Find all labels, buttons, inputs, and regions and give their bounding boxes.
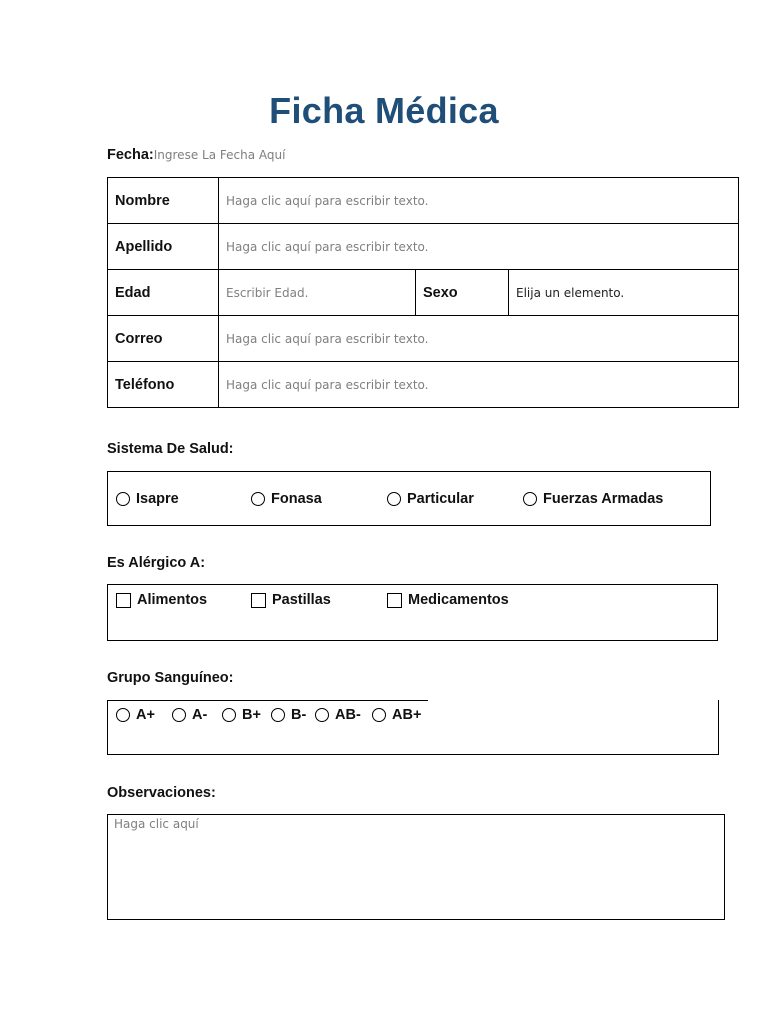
option-label: B+ [242, 707, 261, 723]
option-label: A- [192, 707, 208, 723]
edad-field[interactable] [219, 270, 416, 316]
sexo-label: Sexo [416, 270, 509, 316]
option-label: Isapre [136, 490, 179, 507]
option-fonasa[interactable] [251, 472, 322, 525]
option-b-neg[interactable] [271, 701, 306, 729]
table-row [108, 270, 739, 316]
telefono-field[interactable] [219, 362, 739, 408]
observaciones-placeholder: Haga clic aquí [114, 817, 199, 831]
option-label: Fuerzas Armadas [543, 490, 664, 507]
correo-label: Correo [108, 316, 219, 362]
sexo-dropdown[interactable] [509, 270, 739, 316]
fecha-row [107, 147, 285, 163]
sexo-value: Elija un elemento. [516, 285, 625, 300]
page-title: Ficha Médica [269, 90, 499, 131]
radio-icon [116, 492, 130, 506]
apellido-label: Apellido [108, 224, 219, 270]
radio-icon [251, 492, 265, 506]
apellido-field[interactable] [219, 224, 739, 270]
observaciones-field[interactable] [107, 814, 725, 920]
radio-icon [523, 492, 537, 506]
option-label: Particular [407, 490, 474, 507]
option-label: AB+ [392, 707, 422, 723]
checkbox-icon [251, 593, 266, 608]
option-label: A+ [136, 707, 155, 723]
radio-icon [116, 708, 130, 722]
edad-placeholder: Escribir Edad. [226, 285, 309, 300]
telefono-label: Teléfono [108, 362, 219, 408]
option-ab-pos[interactable] [372, 701, 421, 729]
sistema-salud-box [107, 471, 711, 526]
correo-field[interactable] [219, 316, 739, 362]
edad-label: Edad [108, 270, 219, 316]
option-particular[interactable] [387, 472, 474, 525]
option-label: Pastillas [272, 592, 331, 608]
radio-icon [172, 708, 186, 722]
checkbox-icon [387, 593, 402, 608]
option-ab-neg[interactable] [315, 701, 361, 729]
telefono-placeholder: Haga clic aquí para escribir texto. [226, 377, 429, 392]
option-label: Alimentos [137, 592, 208, 608]
option-b-pos[interactable] [222, 701, 261, 729]
option-label: Fonasa [271, 490, 322, 507]
option-fuerzas-armadas[interactable] [523, 472, 663, 525]
radio-icon [372, 708, 386, 722]
nombre-placeholder: Haga clic aquí para escribir texto. [226, 193, 429, 208]
sistema-salud-label: Sistema De Salud: [107, 441, 234, 457]
patient-info-table [107, 177, 739, 408]
option-isapre[interactable] [116, 472, 179, 525]
apellido-placeholder: Haga clic aquí para escribir texto. [226, 239, 429, 254]
option-a-pos[interactable] [116, 701, 155, 729]
option-pastillas[interactable] [251, 585, 331, 615]
grupo-sanguineo-box [107, 700, 719, 755]
alergico-box [107, 584, 718, 641]
table-row [108, 362, 739, 408]
radio-icon [387, 492, 401, 506]
option-label: AB- [335, 707, 361, 723]
fecha-label: Fecha: [107, 147, 154, 163]
option-alimentos[interactable] [116, 585, 207, 615]
checkbox-icon [116, 593, 131, 608]
nombre-label: Nombre [108, 178, 219, 224]
nombre-field[interactable] [219, 178, 739, 224]
table-row [108, 316, 739, 362]
table-row [108, 224, 739, 270]
option-label: Medicamentos [408, 592, 509, 608]
radio-icon [315, 708, 329, 722]
observaciones-label: Observaciones: [107, 785, 216, 801]
alergico-label: Es Alérgico A: [107, 555, 206, 571]
fecha-field[interactable]: Ingrese La Fecha Aquí [153, 148, 286, 162]
correo-placeholder: Haga clic aquí para escribir texto. [226, 331, 429, 346]
radio-icon [222, 708, 236, 722]
border-gap [428, 699, 718, 702]
option-a-neg[interactable] [172, 701, 207, 729]
option-label: B- [291, 707, 307, 723]
table-row [108, 178, 739, 224]
grupo-sanguineo-label: Grupo Sanguíneo: [107, 670, 234, 686]
option-medicamentos[interactable] [387, 585, 509, 615]
radio-icon [271, 708, 285, 722]
